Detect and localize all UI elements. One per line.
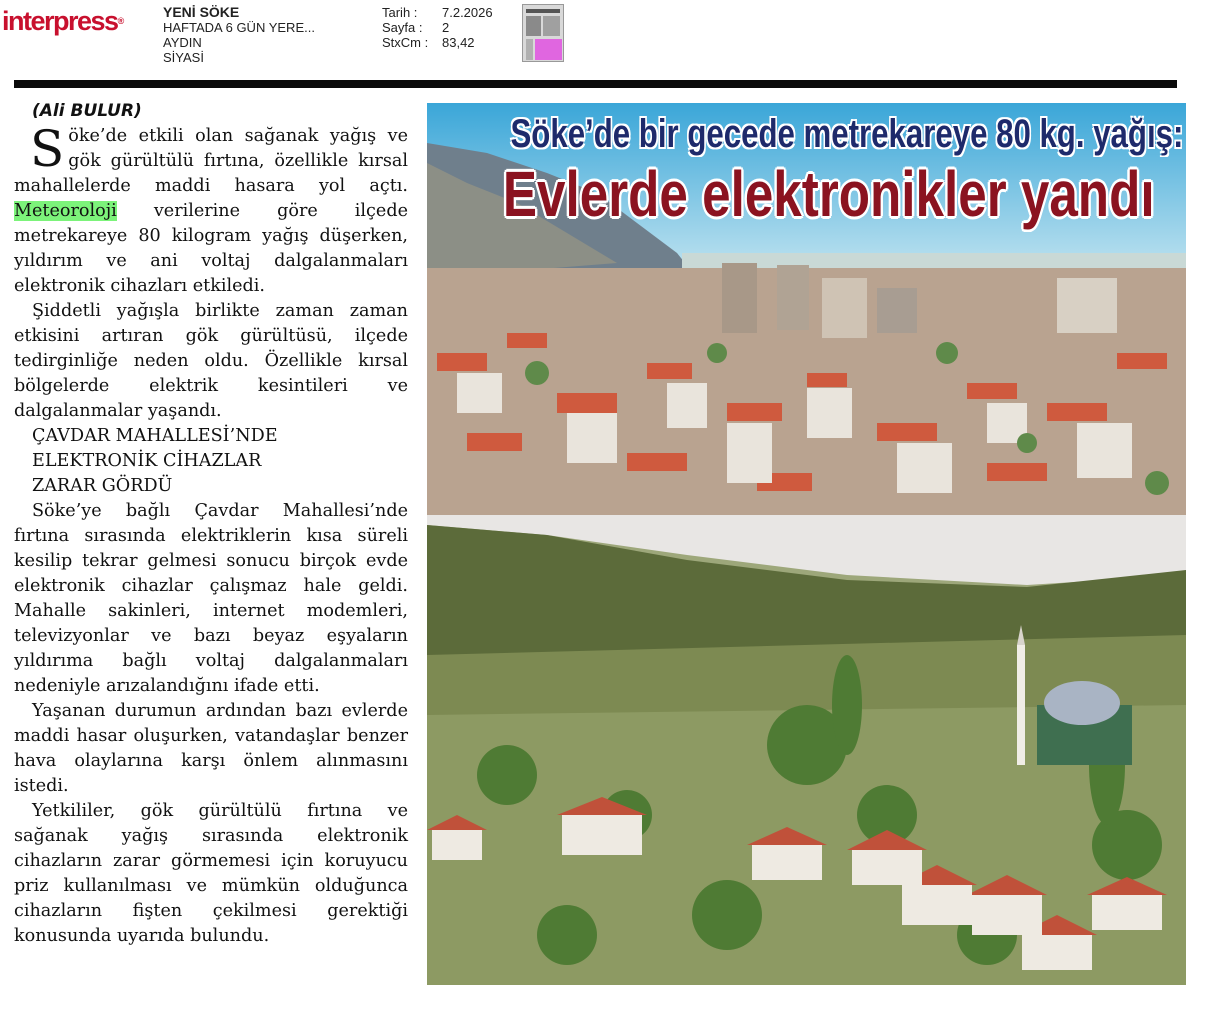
publication-region: AYDIN (163, 35, 202, 50)
page-thumbnail[interactable] (522, 4, 564, 62)
subheading-line-3: ZARAR GÖRDÜ (32, 476, 173, 496)
page-label: Sayfa : (382, 20, 423, 35)
header-divider (14, 80, 1177, 88)
article-photo-collage (427, 103, 1186, 985)
headline-line-2: Evlerde elektronikler yandı (502, 158, 1155, 230)
subheading-line-1: ÇAVDAR MAHALLESİ’NDE (32, 426, 278, 446)
date-label: Tarih : (382, 5, 418, 20)
highlighted-keyword: Meteoroloji (14, 201, 117, 221)
clipping-info (382, 5, 493, 50)
interpress-logo: interpress® (2, 6, 125, 36)
subheading-line-2: ELEKTRONİK CİHAZLAR (32, 451, 262, 471)
headline (427, 111, 1186, 229)
paragraph-5: Yetkililer, gök gürültülü fırtına ve sağanak yağış sırasında elektronik cihazların zarar görmemesi için koruyucu priz kullanılması ve mümkün olduğunca cihazların fişten çekilmesi gerektiği konusunda uyarıda bulundu. (14, 801, 408, 946)
stxcm-value: 83,42 (442, 35, 475, 50)
publication-name: YENİ SÖKE (163, 4, 240, 20)
page-value: 2 (442, 20, 450, 35)
paragraph-1: Söke’de etkili olan sağanak yağış ve gök gürültülü fırtına, özellikle kırsal mahallelerde maddi hasara yol açtı. Meteoroloji verilerine göre ilçede metrekareye 80 kilogram yağış düşerken, yıldırım ve ani voltaj dalgalanmaları elektronik cihazları etkiledi. (14, 120, 408, 296)
publication-category: SİYASİ (163, 50, 204, 65)
publication-info (163, 5, 315, 65)
paragraph-3: Söke’ye bağlı Çavdar Mahallesi’nde fırtına sırasında elektriklerin kısa süreli kesilip tekrar gelmesi sonucu birçok evde elektronik cihazlar çalışmaz hale geldi. Mahalle sakinleri, internet modemleri, televizyonlar ve bazı beyaz eşyaların yıldırıma bağlı voltaj dalgalanmaları nedeniyle arızalandığını ifade etti. (14, 501, 408, 696)
paragraph-4: Yaşanan durumun ardından bazı evlerde maddi hasar oluşurken, vatandaşlar benzer hava olaylarına karşı önlem alınmasını istedi. (14, 701, 408, 796)
drop-cap: S (30, 120, 65, 178)
date-value: 7.2.2026 (442, 5, 493, 20)
headline-line-1: Söke’de bir gecede metrekareye 80 kg. yağış: (510, 112, 1184, 156)
village-mosque-photo (427, 515, 1186, 985)
publication-frequency: HAFTADA 6 GÜN YERE... (163, 20, 315, 35)
byline: (Ali BULUR) (32, 101, 142, 121)
article-location-highlight (535, 39, 562, 60)
stxcm-label: StxCm : (382, 35, 429, 50)
paragraph-2: Şiddetli yağışla birlikte zaman zaman etkisini artıran gök gürültüsü, ilçede tedirginliğe neden oldu. Özellikle kırsal bölgelerde elektrik kesintileri ve dalgalanmalar yaşandı. (14, 301, 408, 421)
article-text (14, 100, 408, 949)
